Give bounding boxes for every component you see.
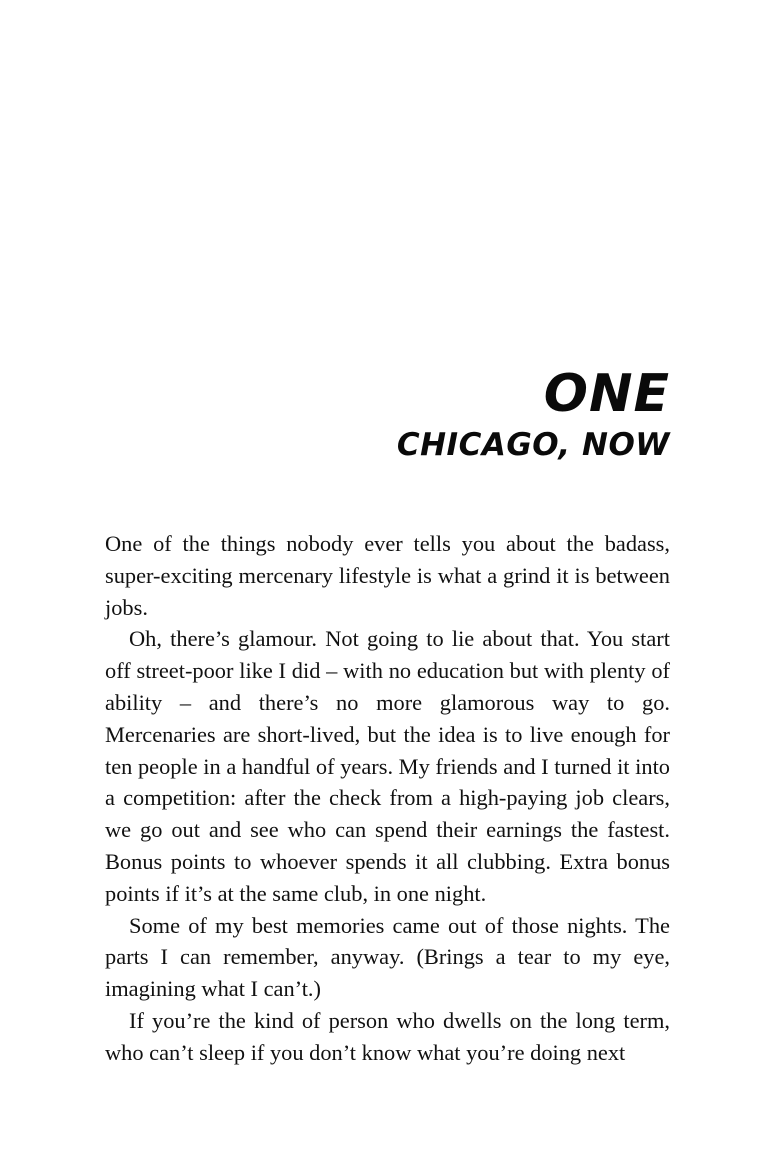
paragraph: If you’re the kind of person who dwells on the long term, who can’t sleep if you don’t know what you’re doing next [105,1007,670,1065]
body-text [105,528,670,1069]
paragraph: Oh, there’s glamour. Not going to lie about that. You start off street-poor like I did – with no education but with plenty of ability – and there’s no more glamorous way to go. Mercenaries are short-lived, but the idea is to live enough for ten people in a handful of years. My friends and I turned it into a competition: after the check from a high-paying job clears, we go out and see who can spend their earnings the fastest. Bonus points to whoever spends it all clubbing. Extra bonus points if it’s at the same club, in one night. [105,626,670,906]
chapter-number: ONE [543,364,670,424]
paragraph: Some of my best memories came out of those nights. The parts I can remember, anyway. (Brings a tear to my eye, imagining what I can’t.) [105,912,670,1002]
chapter-location-subtitle: CHICAGO, NOW [396,427,670,463]
chapter-header [0,364,670,463]
paragraph: One of the things nobody ever tells you about the badass, super-exciting mercenary lifestyle is what a grind it is between jobs. [105,531,670,620]
